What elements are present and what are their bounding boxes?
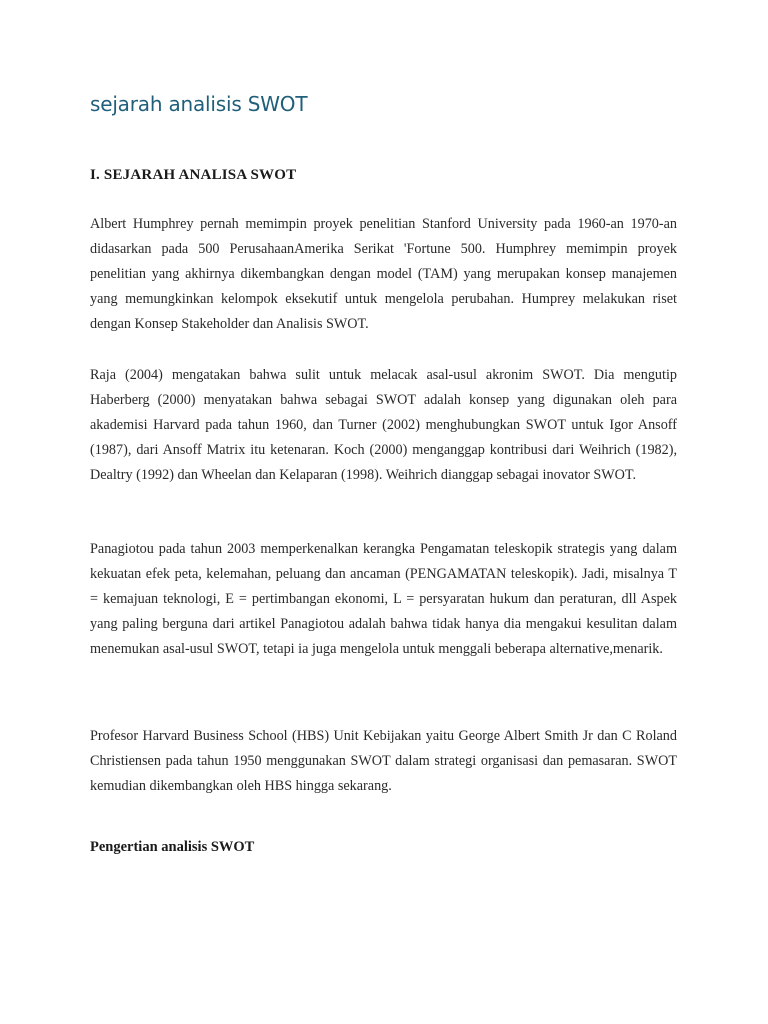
subheading-pengertian: Pengertian analisis SWOT (90, 839, 255, 855)
paragraph-humphrey: Albert Humphrey pernah memimpin proyek penelitian Stanford University pada 1960-an 1970-an didasarkan pada 500 PerusahaanAmerika Serikat 'Fortune 500. Humphrey memimpin proyek penelitian yang akhirnya dikembangkan dengan model (TAM) yang merupakan konsep manajemen yang memungkinkan kelompok eksekutif untuk mengelola perubahan. Humprey melakukan riset dengan Konsep Stakeholder dan Analisis SWOT. (90, 216, 677, 332)
section-heading: I. SEJARAH ANALISA SWOT (90, 167, 297, 183)
paragraph-harvard: Profesor Harvard Business School (HBS) Unit Kebijakan yaitu George Albert Smith Jr dan C Roland Christiensen pada tahun 1950 menggunakan SWOT dalam strategi organisasi dan pemasaran. SWOT kemudian dikembangkan oleh HBS hingga sekarang. (90, 728, 677, 794)
paragraph-raja: Raja (2004) mengatakan bahwa sulit untuk melacak asal-usul akronim SWOT. Dia mengutip Haberberg (2000) menyatakan bahwa sebagai SWOT adalah konsep yang digunakan oleh para akademisi Harvard pada tahun 1960, dan Turner (2002) menghubungkan SWOT untuk Igor Ansoff (1987), dari Ansoff Matrix itu ketenaran. Koch (2000) menganggap kontribusi dari Weihrich (1982), Dealtry (1992) dan Wheelan dan Kelaparan (1998). Weihrich dianggap sebagai inovator SWOT. (90, 367, 677, 483)
paragraph-panagiotou: Panagiotou pada tahun 2003 memperkenalkan kerangka Pengamatan teleskopik strategis yang dalam kekuatan efek peta, kelemahan, peluang dan ancaman (PENGAMATAN teleskopik). Jadi, misalnya T = kemajuan teknologi, E = pertimbangan ekonomi, L = persyaratan hukum dan peraturan, dll Aspek yang paling berguna dari artikel Panagiotou adalah bahwa tidak hanya dia mengakui kesulitan dalam menemukan asal-usul SWOT, tetapi ia juga mengelola untuk menggali beberapa alternative,menarik. (90, 541, 677, 657)
document-title: sejarah analisis SWOT (90, 92, 308, 116)
